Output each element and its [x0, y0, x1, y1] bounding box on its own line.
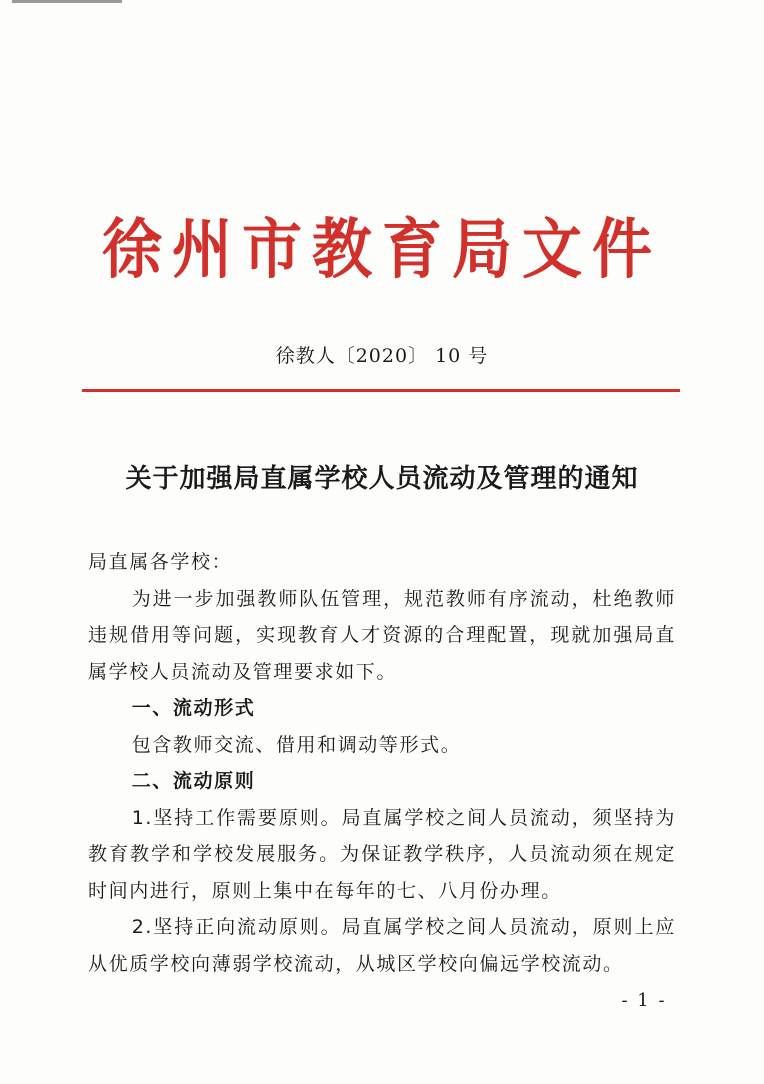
- section-heading-1: 一、流动形式: [131, 697, 256, 719]
- issuer-header-title: 徐州市教育局文件: [102, 212, 662, 288]
- document-number: 徐教人〔2020〕 10 号: [275, 345, 489, 367]
- principle-item-1-text: 局直属学校之间人员流动，须坚持为教育教学和学校发展服务。为保证教学秩序，人员流动须在规定时间内进行，原则上集中在每年的七、八月份办理。: [88, 806, 676, 902]
- page-number: - 1 -: [621, 990, 667, 1011]
- principle-item-1: [88, 800, 676, 910]
- document-title: 关于加强局直属学校人员流动及管理的通知: [125, 464, 639, 494]
- principle-item-2-text: 局直属学校之间人员流动，原则上应从优质学校向薄弱学校流动，从城区学校向偏远学校流动。: [88, 916, 676, 975]
- section-heading-2: 二、流动原则: [131, 770, 256, 792]
- section-1-paragraph: 包含教师交流、借用和调动等形式。: [131, 733, 462, 756]
- principle-item-2: [88, 909, 676, 982]
- salutation: 局直属各学校：: [88, 551, 233, 573]
- principle-item-1-lead: 1.坚持工作需要原则。: [131, 806, 342, 829]
- red-separator-line: [82, 389, 680, 392]
- document-body: [88, 544, 676, 982]
- scan-edge-mark: [12, 0, 122, 3]
- principle-item-2-lead: 2.坚持正向流动原则。: [131, 916, 342, 938]
- intro-paragraph: 为进一步加强教师队伍管理，规范教师有序流动，杜绝教师违规借用等问题，实现教育人才资源的合理配置，现就加强局直属学校人员流动及管理要求如下。: [88, 587, 676, 683]
